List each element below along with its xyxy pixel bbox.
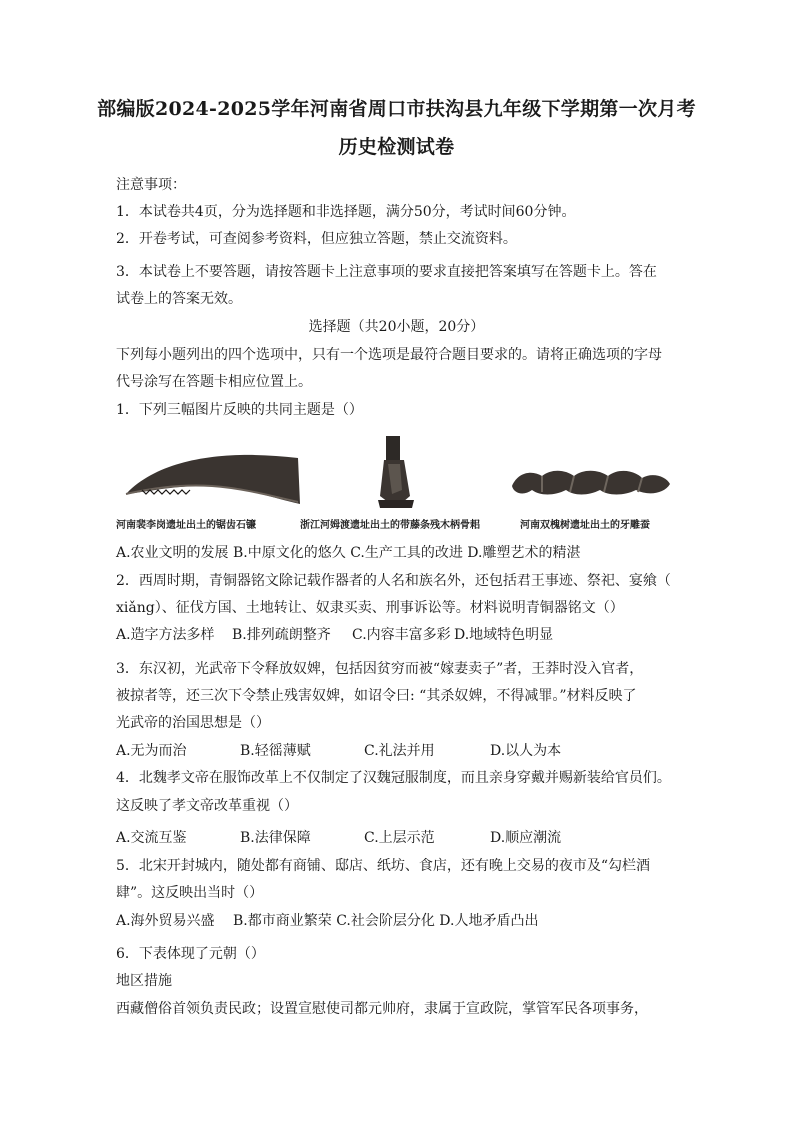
q2-line-1: 2．西周时期，青铜器铭文除记载作器者的人名和族名外，还包括君王事迹、祭祀、宴飨（ <box>116 573 671 589</box>
notice-heading: 注意事项： <box>116 177 186 193</box>
q1-caption-1: 河南裴李岗遗址出土的锯齿石镰 <box>116 520 256 531</box>
q4-option-a: A.交流互鉴 <box>116 830 187 846</box>
exam-title-line2: 历史检测试卷 <box>338 136 455 158</box>
q5-line-1: 5．北宋开封城内，随处都有商铺、邸店、纸坊、食店，还有晚上交易的夜市及“勾栏酒 <box>116 858 651 874</box>
q1-caption-3: 河南双槐树遗址出土的牙雕蚕 <box>520 520 650 531</box>
q4-option-b: B.法律保障 <box>240 830 311 846</box>
bone-spade-image <box>374 434 420 512</box>
q2-option-d: D.地域特色明显 <box>454 627 554 643</box>
q1-caption-2: 浙江河姆渡遗址出土的带藤条残木柄骨耜 <box>300 520 480 531</box>
q1-figures <box>116 432 676 532</box>
exam-title-line1: 部编版2024-2025学年河南省周口市扶沟县九年级下学期第一次月考 <box>97 98 696 120</box>
q6-table-row-1: 西藏僧俗首领负责民政；设置宣慰使司都元帅府，隶属于宣政院，掌管军民各项事务， <box>116 1001 648 1017</box>
q6-stem: 6．下表体现了元朝（） <box>116 946 265 962</box>
q1-stem: 1．下列三幅图片反映的共同主题是（） <box>116 402 363 418</box>
notice-item-2: 2．开卷考试，可查阅参考资料，但应独立答题，禁止交流资料。 <box>116 231 517 247</box>
q4-option-d: D.顺应潮流 <box>490 830 562 846</box>
q3-line-2: 被掠者等，还三次下令禁止残害奴婢，如诏令曰: “其杀奴婢，不得减罪。”材料反映了 <box>116 688 637 704</box>
q2-option-c: C.内容丰富多彩 <box>352 627 451 643</box>
stone-sickle-image <box>122 446 306 512</box>
q4-option-c: C.上层示范 <box>364 830 435 846</box>
section-instruction-1: 下列每小题列出的四个选项中，只有一个选项是最符合题目要求的。请将正确选项的字母 <box>116 347 662 363</box>
ivory-silkworm-image <box>508 462 674 502</box>
section-title: 选择题（共20小题，20分） <box>308 319 485 335</box>
q3-line-1: 3．东汉初，光武帝下令释放奴婢，包括因贫穷而被“嫁妻卖子”者，王莽时没入官者， <box>116 661 644 677</box>
q2-line-2: xiǎng）、征伐方国、土地转让、奴隶买卖、刑事诉讼等。材料说明青铜器铭文（） <box>116 600 624 616</box>
q2-option-b: B.排列疏朗整齐 <box>232 627 331 643</box>
q6-table-header: 地区措施 <box>116 973 172 989</box>
q3-option-d: D.以人为本 <box>490 743 562 759</box>
q3-option-c: C.礼法并用 <box>364 743 435 759</box>
section-instruction-2: 代号涂写在答题卡相应位置上。 <box>116 374 312 390</box>
q3-option-a: A.无为而治 <box>116 743 187 759</box>
notice-item-1: 1．本试卷共4页，分为选择题和非选择题，满分50分，考试时间60分钟。 <box>116 204 576 220</box>
q2-option-a: A.造字方法多样 <box>116 627 215 643</box>
notice-item-3: 3．本试卷上不要答题，请按答题卡上注意事项的要求直接把答案填写在答题卡上。答在 <box>116 264 657 280</box>
q3-line-3: 光武帝的治国思想是（） <box>116 715 270 731</box>
q5-line-2: 肆”。这反映出当时（） <box>116 885 264 901</box>
q3-option-b: B.轻徭薄赋 <box>240 743 311 759</box>
q4-line-1: 4．北魏孝文帝在服饰改革上不仅制定了汉魏冠服制度，而且亲身穿戴并赐新装给官员们。 <box>116 770 671 786</box>
q5-options: A.海外贸易兴盛 B.都市商业繁荣 C.社会阶层分化 D.人地矛盾凸出 <box>116 913 539 929</box>
q1-options: A.农业文明的发展 B.中原文化的悠久 C.生产工具的改进 D.雕塑艺术的精湛 <box>116 545 581 561</box>
q4-line-2: 这反映了孝文帝改革重视（） <box>116 798 298 814</box>
notice-item-3-cont: 试卷上的答案无效。 <box>116 291 242 307</box>
